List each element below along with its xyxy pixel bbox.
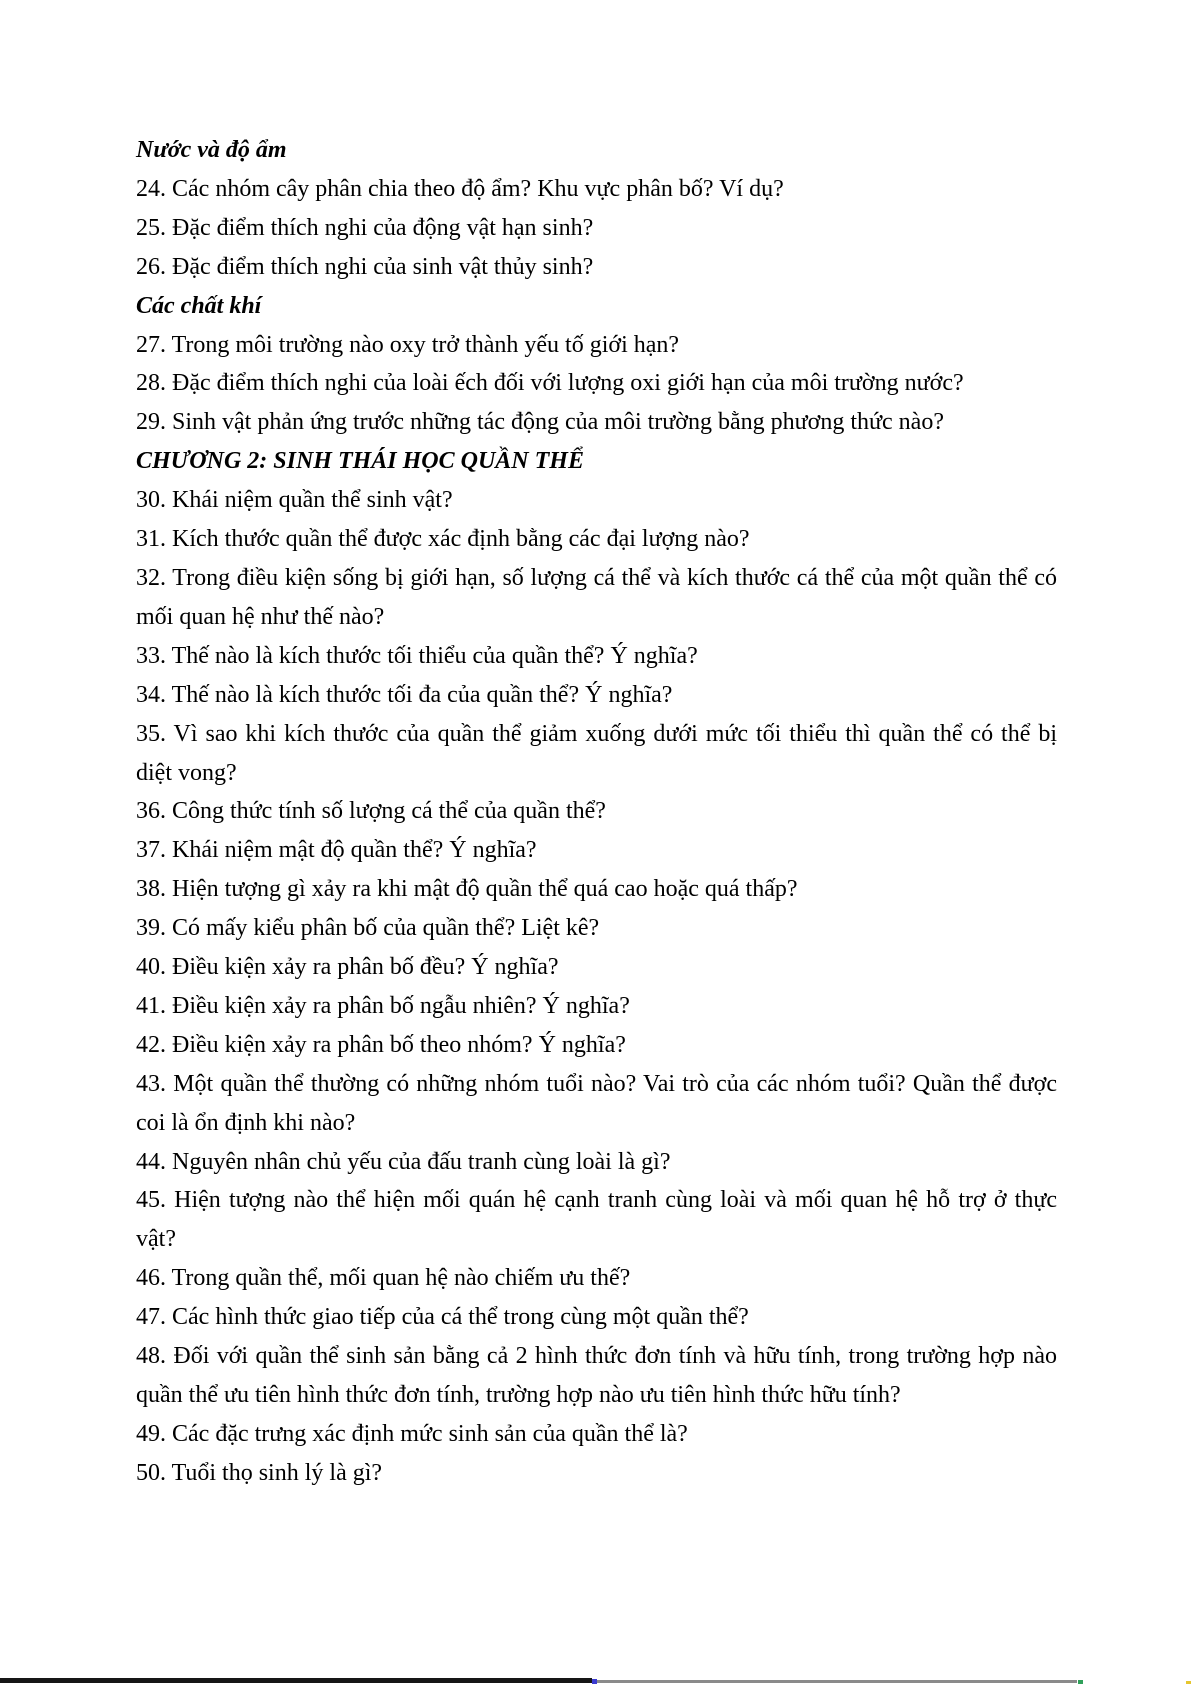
- question-48: 48. Đối với quần thể sinh sản bằng cả 2 hình thức đơn tính và hữu tính, trong trường hợp nào quần thể ưu tiên hình thức đơn tính, trường hợp nào ưu tiên hình thức hữu tính?: [136, 1343, 1057, 1408]
- question-28: 28. Đặc điểm thích nghi của loài ếch đối với lượng oxi giới hạn của môi trường nước?: [136, 370, 964, 397]
- question-30: 30. Khái niệm quần thể sinh vật?: [136, 487, 453, 514]
- question-39: 39. Có mấy kiểu phân bố của quần thể? Liệt kê?: [136, 915, 600, 942]
- question-34: 34. Thế nào là kích thước tối đa của quần thể? Ý nghĩa?: [136, 681, 673, 708]
- question-47: 47. Các hình thức giao tiếp của cá thể trong cùng một quần thể?: [136, 1304, 749, 1331]
- window-edge-green-dot: [1078, 1680, 1083, 1684]
- question-31: 31. Kích thước quần thể được xác định bằng các đại lượng nào?: [136, 526, 750, 553]
- question-38: 38. Hiện tượng gì xảy ra khi mật độ quần thể quá cao hoặc quá thấp?: [136, 876, 798, 903]
- question-24: 24. Các nhóm cây phân chia theo độ ẩm? Khu vực phân bố? Ví dụ?: [136, 175, 784, 202]
- question-33: 33. Thế nào là kích thước tối thiểu của quần thể? Ý nghĩa?: [136, 642, 698, 669]
- question-46: 46. Trong quần thể, mối quan hệ nào chiếm ưu thế?: [136, 1265, 631, 1292]
- question-25: 25. Đặc điểm thích nghi của động vật hạn sinh?: [136, 214, 594, 241]
- question-26: 26. Đặc điểm thích nghi của sinh vật thủy sinh?: [136, 253, 594, 280]
- question-49: 49. Các đặc trưng xác định mức sinh sản của quần thể là?: [136, 1420, 688, 1447]
- question-42: 42. Điều kiện xảy ra phân bố theo nhóm? Ý nghĩa?: [136, 1031, 626, 1058]
- question-32: 32. Trong điều kiện sống bị giới hạn, số lượng cá thể và kích thước cá thể của một quần thể có mối quan hệ như thế nào?: [136, 564, 1057, 630]
- section-heading-water-humidity: Nước và độ ẩm: [136, 137, 287, 163]
- question-44: 44. Nguyên nhân chủ yếu của đấu tranh cùng loài là gì?: [136, 1148, 671, 1175]
- question-27: 27. Trong môi trường nào oxy trở thành yếu tố giới hạn?: [136, 331, 680, 358]
- question-41: 41. Điều kiện xảy ra phân bố ngẫu nhiên? Ý nghĩa?: [136, 992, 630, 1019]
- question-43: 43. Một quần thể thường có những nhóm tuổi nào? Vai trò của các nhóm tuổi? Quần thể được coi là ổn định khi nào?: [136, 1070, 1057, 1136]
- window-edge-dark-bar: [0, 1678, 592, 1683]
- question-37: 37. Khái niệm mật độ quần thể? Ý nghĩa?: [136, 837, 537, 864]
- window-edge-yellow-dot: [1186, 1681, 1191, 1684]
- window-edge-gray-bar: [597, 1680, 1077, 1683]
- question-list: [136, 131, 1057, 1493]
- question-35: 35. Vì sao khi kích thước của quần thể giảm xuống dưới mức tối thiểu thì quần thể có thể bị diệt vong?: [136, 720, 1057, 786]
- question-45: 45. Hiện tượng nào thể hiện mối quán hệ cạnh tranh cùng loài và mối quan hệ hỗ trợ ở thực vật?: [136, 1187, 1057, 1253]
- question-36: 36. Công thức tính số lượng cá thể của quần thể?: [136, 798, 606, 825]
- section-heading-gases: Các chất khí: [136, 292, 262, 319]
- question-29: 29. Sinh vật phản ứng trước những tác động của môi trường bằng phương thức nào?: [136, 409, 944, 436]
- question-50: 50. Tuổi thọ sinh lý là gì?: [136, 1459, 383, 1486]
- chapter-heading: CHƯƠNG 2: SINH THÁI HỌC QUẦN THỂ: [136, 448, 584, 475]
- question-40: 40. Điều kiện xảy ra phân bố đều? Ý nghĩa?: [136, 954, 559, 981]
